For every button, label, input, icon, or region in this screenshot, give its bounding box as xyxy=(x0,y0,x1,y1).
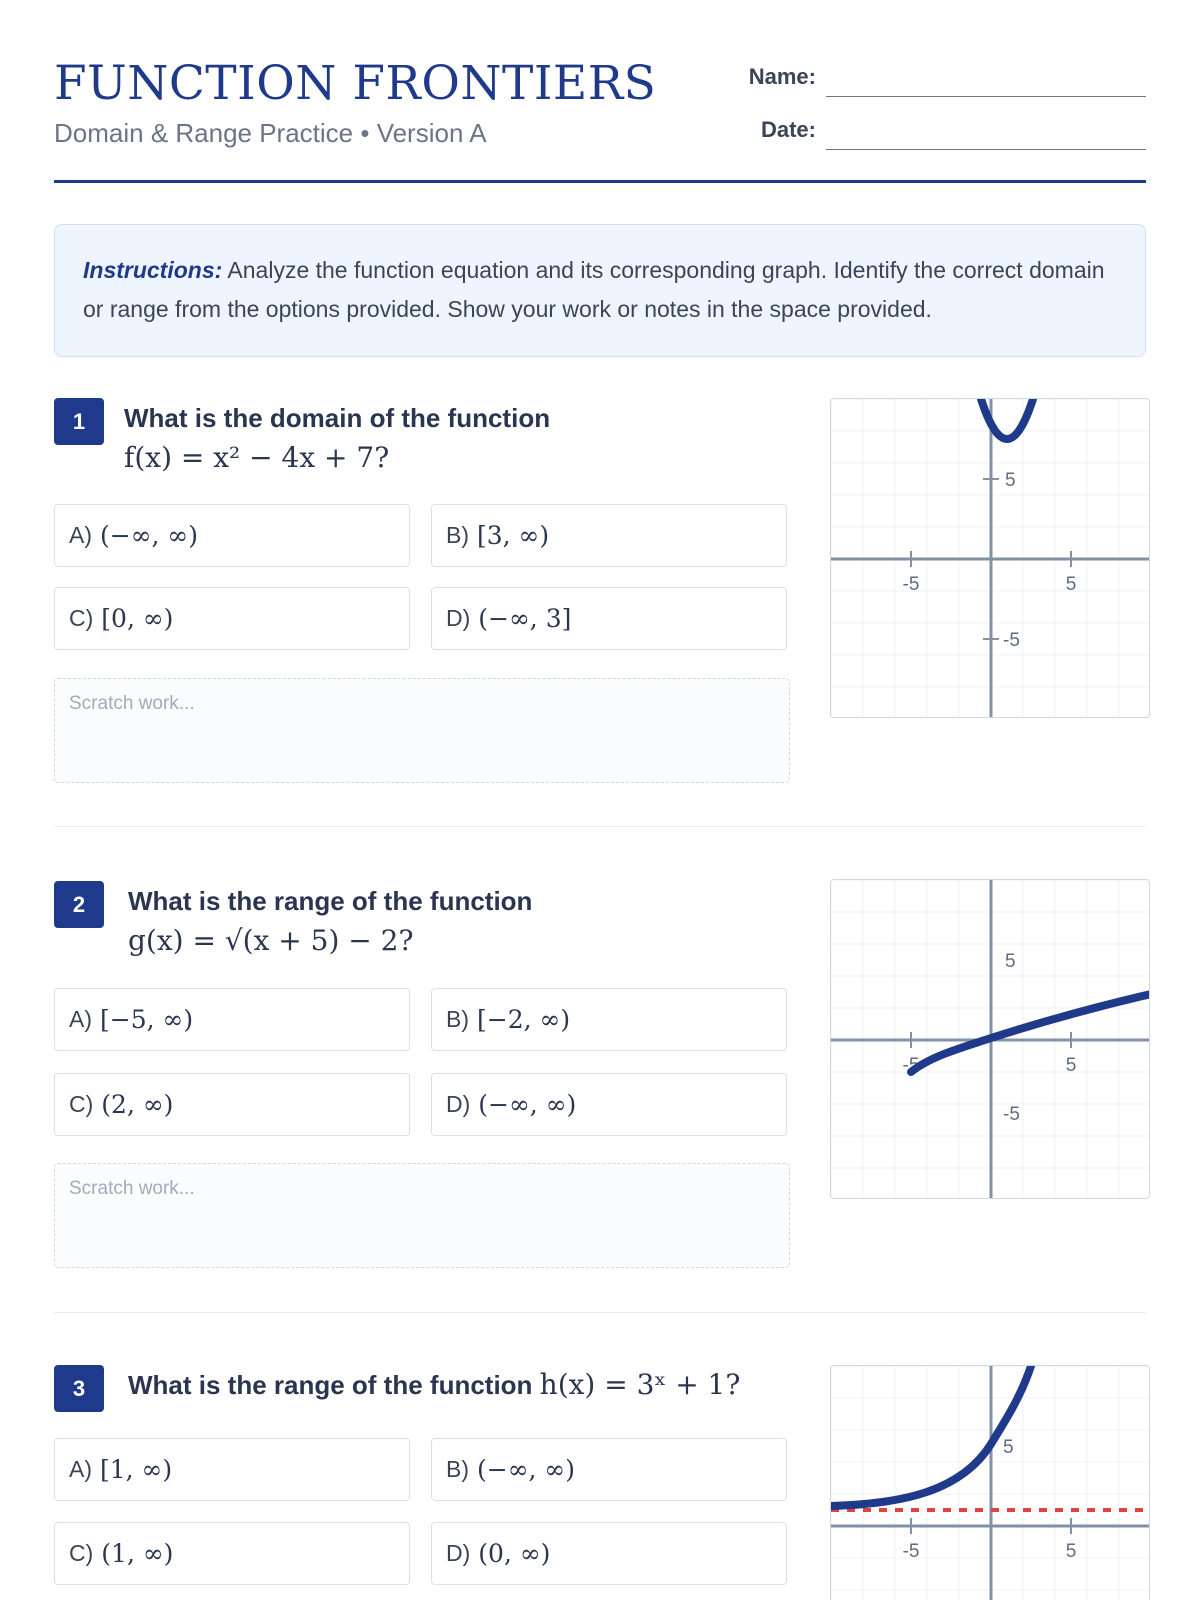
q3-option-c[interactable] xyxy=(54,1522,410,1585)
question-1-text xyxy=(124,398,550,478)
y-tick-label: 5 xyxy=(1005,951,1016,972)
option-value: (−∞, ∞) xyxy=(478,1090,577,1119)
sqrt-curve xyxy=(911,994,1150,1072)
date-field[interactable] xyxy=(826,149,1146,150)
q3-graph-svg xyxy=(831,1366,1150,1600)
x-tick-label: -5 xyxy=(902,574,920,595)
header-rule xyxy=(54,180,1146,183)
option-letter: D) xyxy=(446,1540,471,1566)
date-label: Date: xyxy=(760,117,816,142)
y-tick-label: 5 xyxy=(1005,470,1016,491)
question-2-text xyxy=(128,881,532,961)
question-1-prompt: What is the domain of the function xyxy=(124,403,551,433)
y-tick-label: 5 xyxy=(1003,1437,1014,1458)
name-field[interactable] xyxy=(826,96,1146,97)
question-2-prompt: What is the range of the function xyxy=(128,886,533,916)
q1-scratch-area[interactable] xyxy=(54,678,790,783)
option-value: (1, ∞) xyxy=(101,1539,174,1568)
option-letter: A) xyxy=(69,522,92,548)
worksheet-subtitle: Domain & Range Practice • Version A xyxy=(54,118,487,148)
q2-graph xyxy=(830,879,1150,1199)
q1-option-d[interactable] xyxy=(431,587,787,650)
y-tick-label: -5 xyxy=(1003,1104,1020,1125)
q3-graph xyxy=(830,1365,1150,1600)
scratch-placeholder: Scratch work... xyxy=(69,1178,195,1199)
worksheet-title: FUNCTION FRONTIERS xyxy=(54,56,657,111)
x-tick-label: 5 xyxy=(1065,1541,1077,1562)
option-value: [−2, ∞) xyxy=(477,1005,571,1034)
question-2-function: g(x) = √(x + 5) − 2? xyxy=(128,924,414,957)
option-value: (−∞, ∞) xyxy=(477,1455,575,1484)
question-number-2: 2 xyxy=(54,881,104,928)
scratch-placeholder: Scratch work... xyxy=(69,693,195,714)
parabola-curve xyxy=(981,399,1033,439)
option-letter: D) xyxy=(446,605,471,631)
instructions-box xyxy=(54,224,1146,357)
q2-scratch-area[interactable] xyxy=(54,1163,790,1268)
option-letter: C) xyxy=(69,605,94,631)
x-tick-label: 5 xyxy=(1065,1055,1077,1076)
section-divider xyxy=(54,1312,1146,1313)
option-letter: D) xyxy=(446,1091,471,1117)
option-value: [3, ∞) xyxy=(477,521,550,550)
x-tick-label: 5 xyxy=(1065,574,1077,595)
x-tick-label: -5 xyxy=(902,1541,920,1562)
q3-option-b[interactable] xyxy=(431,1438,787,1501)
q1-graph-svg xyxy=(831,399,1150,718)
question-number-3: 3 xyxy=(54,1365,104,1412)
instructions-lead: Instructions: xyxy=(83,257,223,283)
q2-graph-svg xyxy=(831,880,1150,1199)
option-value: [1, ∞) xyxy=(100,1455,173,1484)
option-letter: B) xyxy=(446,1006,469,1032)
option-value: [−5, ∞) xyxy=(100,1005,194,1034)
question-number-1: 1 xyxy=(54,398,104,445)
option-letter: B) xyxy=(446,522,469,548)
q2-option-c[interactable] xyxy=(54,1073,410,1136)
section-divider xyxy=(54,826,1146,827)
q1-option-b[interactable] xyxy=(431,504,787,567)
instructions-text: Analyze the function equation and its corresponding graph. Identify the correct domain or range from the options provided. Show your work or notes in the space provided. xyxy=(83,257,1105,322)
option-letter: A) xyxy=(69,1006,92,1032)
option-value: (0, ∞) xyxy=(478,1539,551,1568)
q1-option-a[interactable] xyxy=(54,504,410,567)
option-value: [0, ∞) xyxy=(101,604,174,633)
option-letter: C) xyxy=(69,1540,94,1566)
q2-option-b[interactable] xyxy=(431,988,787,1051)
q2-option-a[interactable] xyxy=(54,988,410,1051)
option-letter: B) xyxy=(446,1456,469,1482)
option-letter: C) xyxy=(69,1091,94,1117)
question-3-text xyxy=(128,1365,740,1405)
q1-option-c[interactable] xyxy=(54,587,410,650)
y-tick-label: -5 xyxy=(1003,630,1020,651)
q2-option-d[interactable] xyxy=(431,1073,787,1136)
question-3-prompt: What is the range of the function xyxy=(128,1370,533,1400)
exponential-curve xyxy=(831,1366,1031,1506)
option-value: (2, ∞) xyxy=(101,1090,174,1119)
q1-graph xyxy=(830,398,1150,718)
question-3-function: h(x) = 3ˣ + 1? xyxy=(539,1368,741,1401)
option-value: (−∞, 3] xyxy=(478,604,572,633)
option-letter: A) xyxy=(69,1456,92,1482)
x-tick-label: -5 xyxy=(902,1055,920,1076)
q3-option-d[interactable] xyxy=(431,1522,787,1585)
name-label: Name: xyxy=(748,64,816,89)
option-value: (−∞, ∞) xyxy=(100,521,198,550)
question-1-function: f(x) = x² − 4x + 7? xyxy=(124,441,390,474)
q3-option-a[interactable] xyxy=(54,1438,410,1501)
